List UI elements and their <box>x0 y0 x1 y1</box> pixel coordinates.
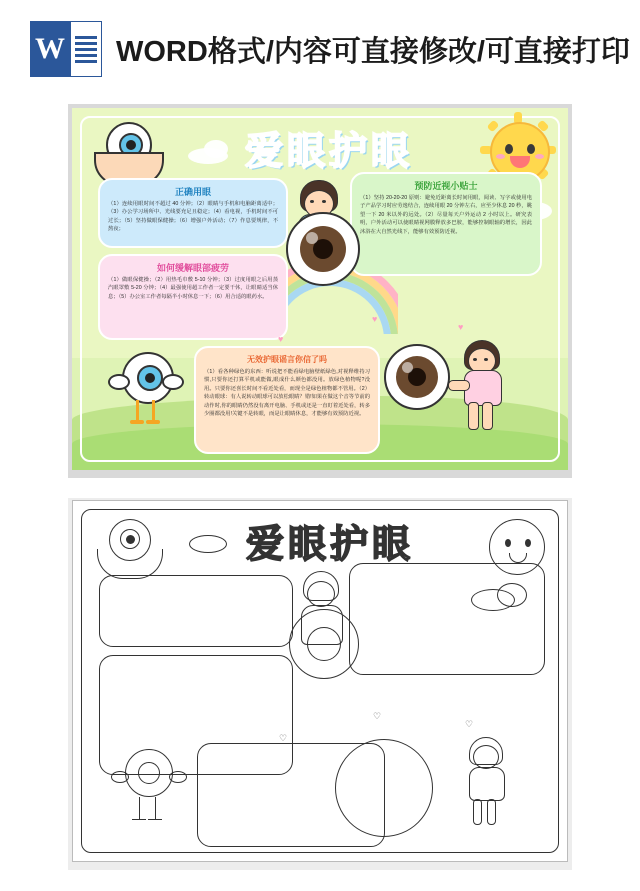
section-relieve-fatigue <box>98 254 288 340</box>
poster-title-char: 护 <box>329 128 368 173</box>
iris-shape <box>307 627 341 661</box>
word-logo-icon <box>30 21 102 77</box>
heart-icon: ♥ <box>278 334 284 344</box>
heart-icon: ♥ <box>458 322 464 332</box>
eye-closeup-photo <box>335 739 433 837</box>
lineart-title-char: 眼 <box>287 521 326 566</box>
girl-pointing-illustration <box>450 340 514 436</box>
heart-icon: ♡ <box>279 733 288 743</box>
eye-bird-mascot <box>119 749 179 835</box>
poster-title-char: 爱 <box>244 128 283 173</box>
cloud-icon <box>189 535 227 553</box>
poster-title <box>222 124 432 173</box>
girl-pointing-illustration <box>455 737 519 833</box>
section-body: （1）看各种绿色的东西：听说把不能看绿电脑壁纸绿色,对视释维持习惯,只要你还打算平机或能做,眼成什么颜色都没用。放绿色植物呢?没用。只要你还喜长时间不看近处看，而现全是绿色植物都不管用。（2）转动眼球：有人说转动眼球可以放松眼睛？错!如果在做这个音等节前的动作时,你的眼睛仍然没有离开电脑、手机或还是一直盯着近处看，转多少圈都没用!关键不是转眼，而是让眼睛休息，才能够有效预防近视。 <box>204 369 370 418</box>
heart-icon: ♡ <box>465 719 474 729</box>
poster-title-char: 眼 <box>286 128 325 173</box>
word-logo-lines <box>70 21 102 77</box>
lineart-section-box <box>99 575 293 647</box>
section-heading: 如何缓解眼部疲劳 <box>156 263 229 273</box>
lineart-title-char: 护 <box>330 521 369 566</box>
eye-closeup-photo <box>384 344 450 410</box>
header-banner <box>0 18 640 80</box>
eye-bird-mascot <box>116 352 176 438</box>
lineart-title <box>223 517 433 566</box>
section-body: （1）做眼保健操；（2）用热毛巾敷 5-10 分钟；（3）过度用眼之后用蒸汽眼罩敷 5-20 分钟；（4）最强使用超工作者一定要干休，让眼睛适当休息；（5）办公室工作者每隔半小时休息一下；（6）用合适的眼药水。 <box>108 277 278 300</box>
poster-color <box>72 108 568 470</box>
header-title: WORD格式/内容可直接修改/可直接打印 <box>116 35 630 68</box>
poster-title-char: 眼 <box>371 128 410 173</box>
poster-lineart <box>72 500 568 862</box>
section-heading: 正确用眼 <box>174 187 211 197</box>
eye-closeup-photo <box>286 212 360 286</box>
section-heading: 无效护眼谣言你信了吗 <box>247 355 327 364</box>
heart-icon: ♥ <box>372 314 378 324</box>
section-rumors <box>194 346 380 454</box>
lineart-section-box <box>349 563 545 675</box>
pupil-shape <box>126 140 136 150</box>
section-body: （1）坚持 20-20-20 原则：避免近距离长时间用眼，阅读、写字或使用电子产品学习时应劳逸结合，连续用眼 20 分钟左右，应至少休息 20 秒，眺望一下 20 米以外的远处。（2）尽量每天户外运动 2 小时以上。研究表明，户外活动可以使眼睛视网膜释放多巴胺，能够控制眼轴的增长，因此沐浴在大自然光线下，能够有效预防近视。 <box>360 195 532 235</box>
word-logo-letter: W <box>30 21 70 77</box>
section-heading: 预防近视小贴士 <box>414 181 478 191</box>
lineart-title-char: 眼 <box>372 521 411 566</box>
section-body: （1）连续用眼时间不超过 40 分钟；（2）眼睛与手机和电脑距离适中；（3）办公学习场所中、光线要充足且稳定；（4）看电视，手机时间不可过长；（5）坚持做眼保健操；（6）增强户外活动；（7）作息要规律，不熬夜； <box>108 201 278 233</box>
heart-icon: ♡ <box>373 711 382 721</box>
section-correct-use <box>98 178 288 248</box>
lineart-title-char: 爱 <box>245 521 284 566</box>
section-myopia-tips <box>350 172 542 276</box>
